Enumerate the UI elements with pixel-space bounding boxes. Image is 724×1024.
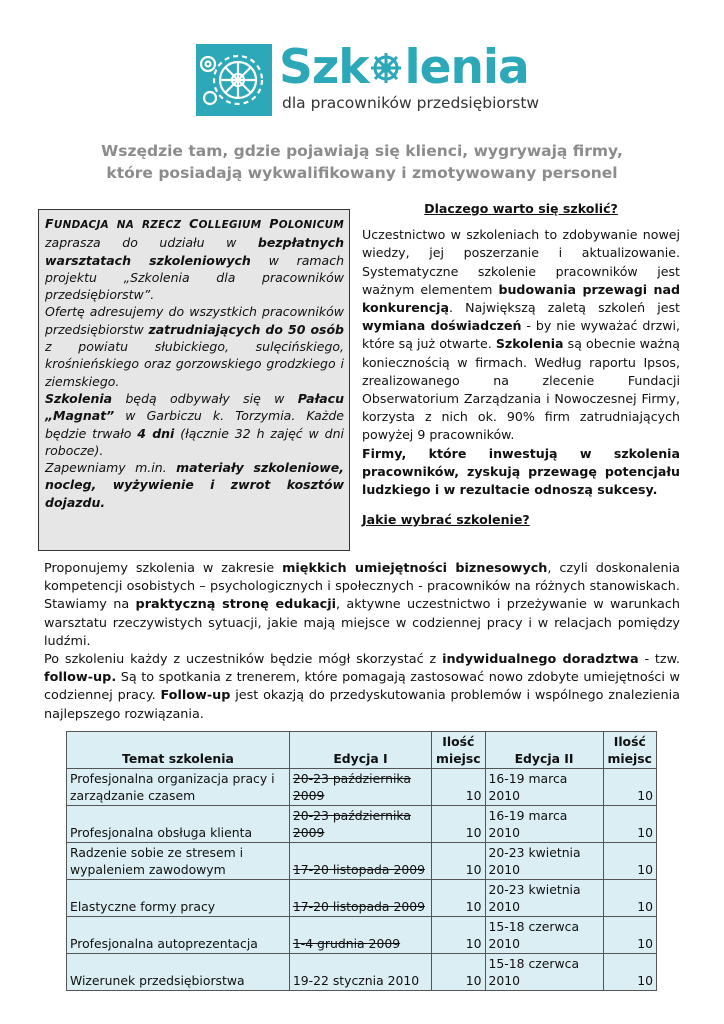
table-row <box>67 806 657 843</box>
table-header-row <box>67 732 657 769</box>
edition-2-cell: 20-23 kwietnia 2010 <box>485 843 603 880</box>
invitation-box: FUNDACJA NA RZECZ COLLEGIUM POLONICUM zaprasza do udziału w bezpłatnych warsztatach szkoleniowych w ramach projektu „Szkolenia dla pracowników przedsiębiorstw”. Ofertę adresujemy do wszystkich pracowników przedsiębiorstw zatrudniających do 50 osób z powiatu słubickiego, sulęcińskiego, krośnieńskiego oraz gorzowskiego grodzkiego i ziemskiego. Szkolenia będą odbywały się w Pałacu „Magnat” w Garbiczu k. Torzymia. Każde będzie trwało 4 dni (łącznie 32 h zajęć w dni robocze). Zapewniamy m.in. materiały szkoleniowe, nocleg, wyżywienie i zwrot kosztów dojazdu. <box>38 209 350 551</box>
header-seats-2: Ilość miejsc <box>603 732 656 769</box>
tagline <box>60 140 664 184</box>
edition-1-cell: 19-22 stycznia 2010 <box>289 954 431 991</box>
seats-2-cell: 10 <box>603 843 656 880</box>
companies-paragraph: Firmy, które inwestują w szkolenia pracowników, zyskują przewagę potencjału ludzkiego i w rezultacie odnoszą sukcesy. <box>362 445 680 498</box>
seats-2-cell: 10 <box>603 806 656 843</box>
topic-cell: Elastyczne formy pracy <box>67 880 290 917</box>
seats-1-cell: 10 <box>432 769 485 806</box>
seats-2-cell: 10 <box>603 954 656 991</box>
seats-2-cell: 10 <box>603 917 656 954</box>
organization-name: FUNDACJA NA RZECZ COLLEGIUM POLONICUM <box>45 216 344 231</box>
topic-cell: Radzenie sobie ze stresem i wypaleniem zawodowym <box>67 843 290 880</box>
edition-2-cell: 16-19 marca 2010 <box>485 769 603 806</box>
edition-2-cell: 15-18 czerwca 2010 <box>485 917 603 954</box>
table-row <box>67 769 657 806</box>
tagline-line-1: Wszędzie tam, gdzie pojawiają się klienci, wygrywają firmy, <box>101 142 623 160</box>
seats-1-cell: 10 <box>432 843 485 880</box>
edition-1-cell: 20-23 października 2009 <box>289 806 431 843</box>
seats-1-cell: 10 <box>432 880 485 917</box>
header-topic: Temat szkolenia <box>67 732 290 769</box>
table-row <box>67 954 657 991</box>
topic-cell: Wizerunek przedsiębiorstwa <box>67 954 290 991</box>
tagline-line-2: które posiadają wykwalifikowany i zmotywowany personel <box>106 164 618 182</box>
seats-2-cell: 10 <box>603 880 656 917</box>
gear-o-icon <box>369 40 403 74</box>
right-column <box>362 200 680 529</box>
why-train-heading: Dlaczego warto się szkolić? <box>424 201 618 216</box>
logo-subtitle: dla pracowników przedsiębiorstw <box>282 94 540 112</box>
seats-2-cell: 10 <box>603 769 656 806</box>
body-text <box>44 560 680 724</box>
table-row <box>67 880 657 917</box>
table-row <box>67 843 657 880</box>
edition-1-cell: 17-20 listopada 2009 <box>289 843 431 880</box>
header-seats-1: Ilość miejsc <box>432 732 485 769</box>
topic-cell: Profesjonalna autoprezentacja <box>67 917 290 954</box>
edition-2-cell: 16-19 marca 2010 <box>485 806 603 843</box>
which-training-heading: Jakie wybrać szkolenie? <box>362 512 530 528</box>
topic-cell: Profesjonalna organizacja pracy i zarządzanie czasem <box>67 769 290 806</box>
seats-1-cell: 10 <box>432 917 485 954</box>
table-row <box>67 917 657 954</box>
edition-2-cell: 15-18 czerwca 2010 <box>485 954 603 991</box>
header-edition-2: Edycja II <box>485 732 603 769</box>
edition-2-cell: 20-23 kwietnia 2010 <box>485 880 603 917</box>
gear-logo-icon <box>196 44 272 116</box>
followup-paragraph: Po szkoleniu każdy z uczestników będzie mógł skorzystać z indywidualnego doradztwa - tzw. follow-up. Są to spotkania z trenerem, które pomagają zastosować nowo zdobyte umiejętności w codziennej pracy. Follow-up jest okazją do przedyskutowania problemów i wspólnego znalezienia najlepszego rozwiązania. <box>44 652 680 722</box>
edition-1-cell: 1-4 grudnia 2009 <box>289 917 431 954</box>
why-train-paragraph: Uczestnictwo w szkoleniach to zdobywanie nowej wiedzy, jej poszerzanie i aktualizowanie. Systematyczne szkolenie pracowników jest ważnym elementem budowania przewagi nad konkurencją. Największą zaletą szkoleń jest wymiana doświadczeń - by nie wyważać drzwi, które są już otwarte. Szkolenia są obecnie ważną koniecznością w firmach. Według raportu Ipsos, zrealizowanego na zlecenie Fundacji Obserwatorium Zarządzania i Nowoczesnej Firmy, korzysta z nich ok. 90% firm zatrudniających powyżej 9 pracowników. <box>362 227 681 443</box>
seats-1-cell: 10 <box>432 954 485 991</box>
seats-1-cell: 10 <box>432 806 485 843</box>
edition-1-cell: 17-20 listopada 2009 <box>289 880 431 917</box>
header-edition-1: Edycja I <box>289 732 431 769</box>
logo-title: Szk lenia <box>279 40 529 95</box>
topic-cell: Profesjonalna obsługa klienta <box>67 806 290 843</box>
logo <box>196 40 540 120</box>
training-schedule-table <box>66 731 657 991</box>
offer-paragraph: Proponujemy szkolenia w zakresie miękkich umiejętności biznesowych, czyli doskonalenia kompetencji osobistych – psychologicznych i społecznych - pracowników na różnych stanowiskach. Stawiamy na praktyczną stronę edukacji, aktywne uczestnictwo i przeżywanie w warunkach warsztatu rzeczywistych sytuacji, jakie mają miejsce w codziennej pracy i w relacjach pomiędzy ludźmi. <box>44 561 680 649</box>
edition-1-cell: 20-23 października 2009 <box>289 769 431 806</box>
